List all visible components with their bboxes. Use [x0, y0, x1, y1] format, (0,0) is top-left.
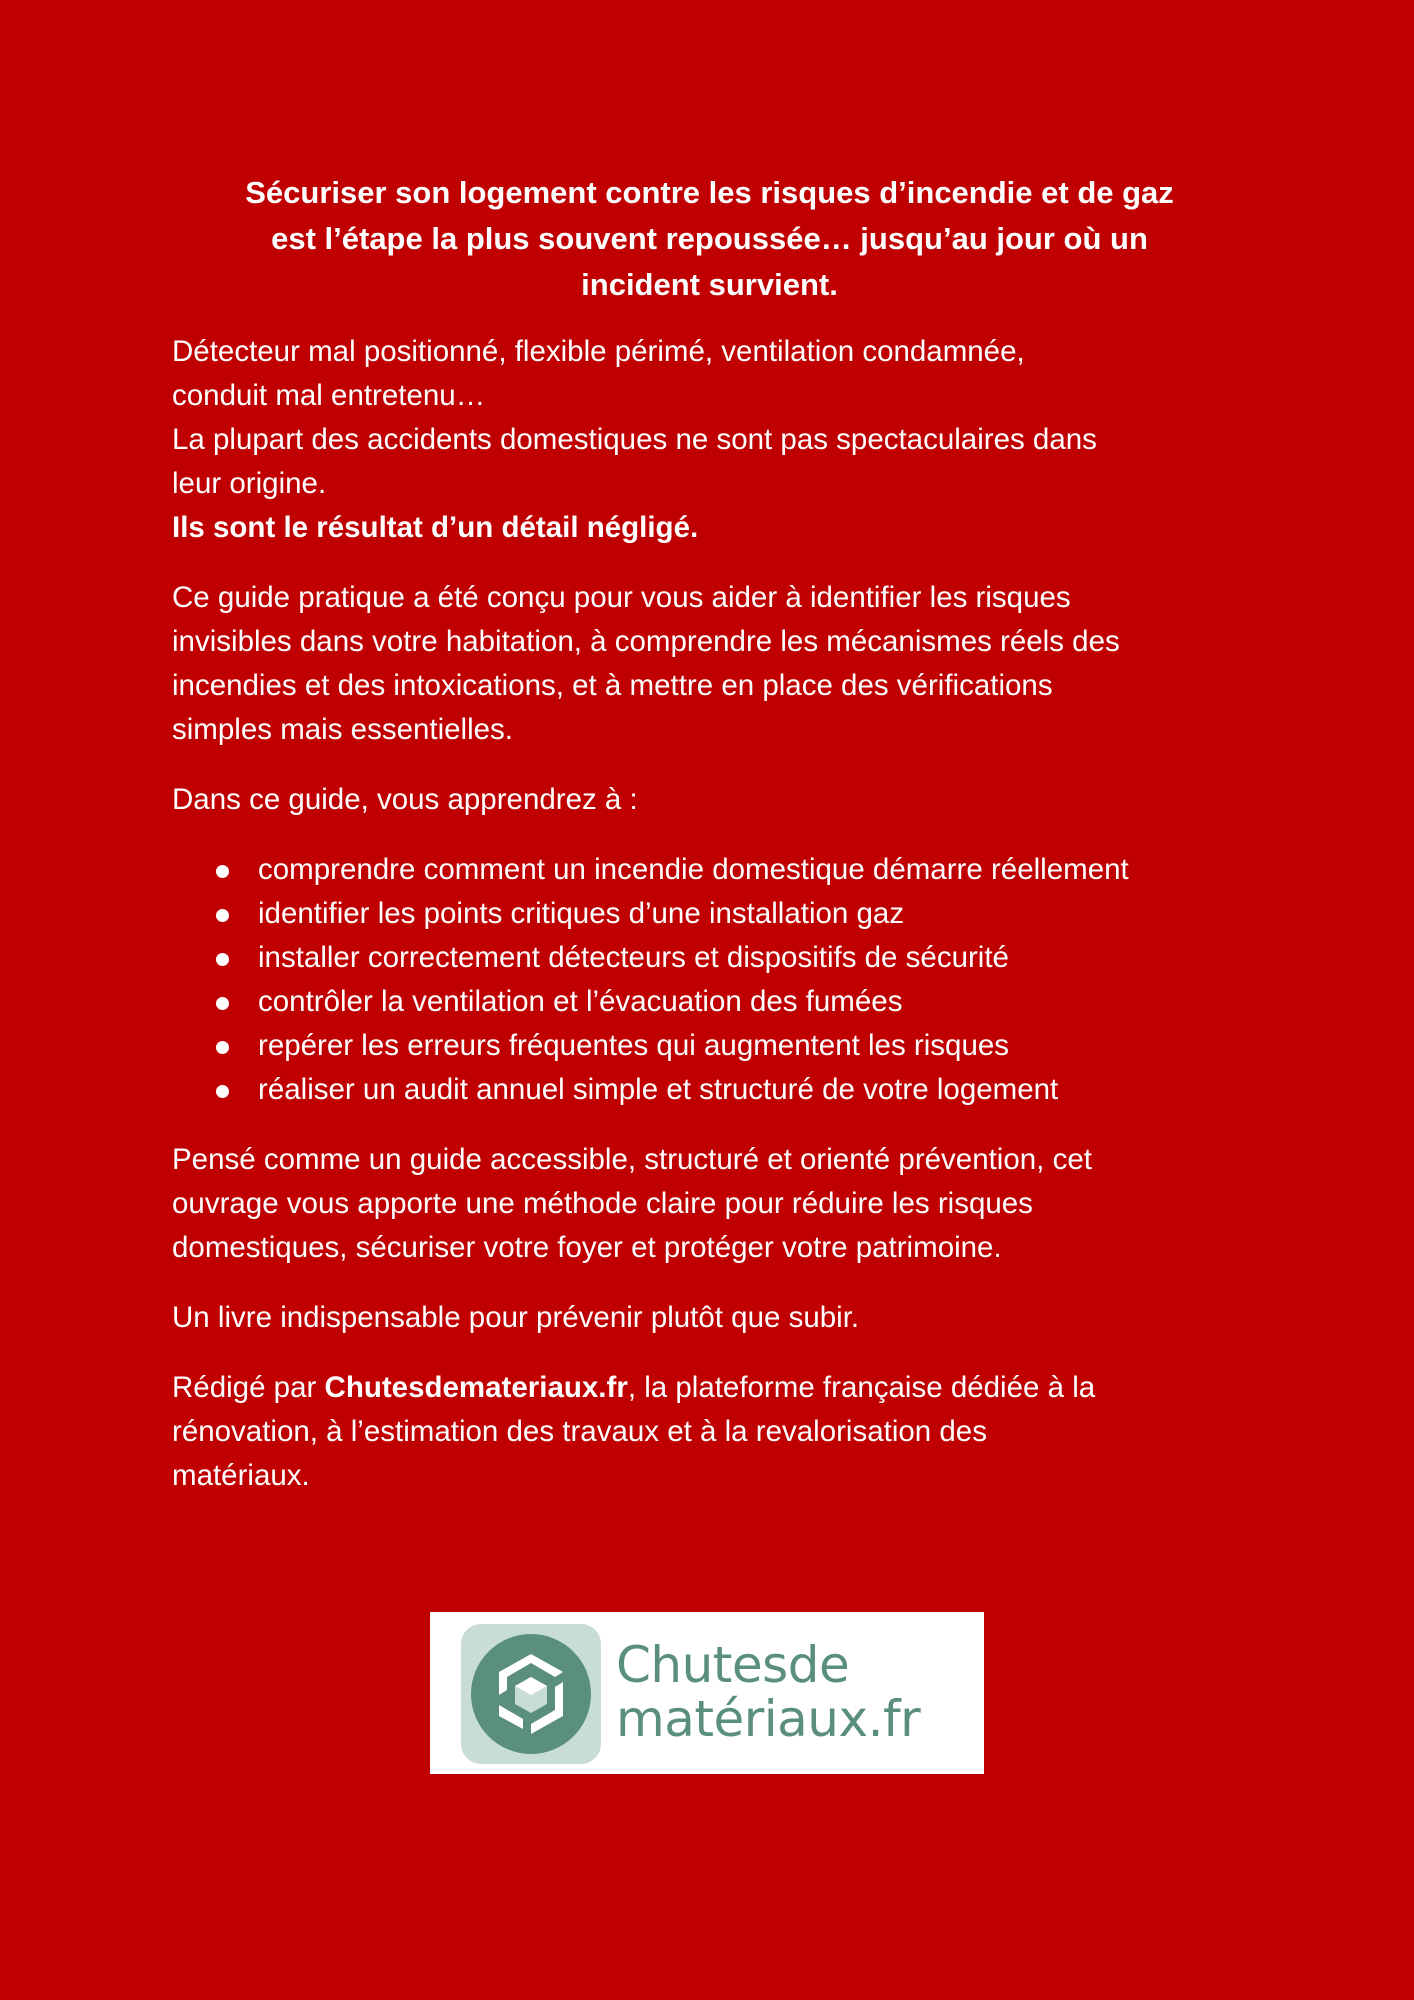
list-item: réaliser un audit annuel simple et structuré de votre logement	[216, 1068, 1247, 1112]
author-paragraph	[172, 1366, 1247, 1498]
headline	[172, 170, 1247, 308]
summary-line: Pensé comme un guide accessible, structuré et orienté prévention, cet	[172, 1143, 1092, 1176]
logo-line: Chutesde	[616, 1636, 850, 1694]
purpose-line: Ce guide pratique a été conçu pour vous aider à identifier les risques	[172, 581, 1071, 614]
author-line: matériaux.	[172, 1459, 310, 1492]
list-item: installer correctement détecteurs et dispositifs de sécurité	[216, 936, 1247, 980]
purpose-line: invisibles dans votre habitation, à comprendre les mécanismes réels des	[172, 625, 1120, 658]
tagline: Un livre indispensable pour prévenir plutôt que subir.	[172, 1301, 860, 1334]
intro-emphasis: Ils sont le résultat d’un détail négligé.	[172, 511, 699, 544]
summary-paragraph	[172, 1138, 1247, 1270]
purpose-paragraph	[172, 576, 1247, 752]
list-item: identifier les points critiques d’une installation gaz	[216, 892, 1247, 936]
summary-line: domestiques, sécuriser votre foyer et protéger votre patrimoine.	[172, 1231, 1002, 1264]
intro-line: conduit mal entretenu…	[172, 379, 486, 412]
list-item: contrôler la ventilation et l’évacuation des fumées	[216, 980, 1247, 1024]
recycle-cube-icon	[461, 1624, 601, 1764]
logo-line: matériaux.fr	[616, 1690, 921, 1748]
back-cover-text	[172, 170, 1247, 1524]
publisher-logo	[430, 1612, 984, 1774]
author-name: Chutesdemateriaux.fr	[324, 1371, 628, 1404]
headline-line: incident survient.	[581, 267, 838, 302]
learning-list	[172, 848, 1247, 1112]
headline-line: est l’étape la plus souvent repoussée… jusqu’au jour où un	[271, 221, 1148, 256]
list-item: repérer les erreurs fréquentes qui augmentent les risques	[216, 1024, 1247, 1068]
learn-intro: Dans ce guide, vous apprendrez à :	[172, 783, 638, 816]
author-line: rénovation, à l’estimation des travaux et à la revalorisation des	[172, 1415, 987, 1448]
author-suffix: , la plateforme française dédiée à la	[627, 1371, 1096, 1404]
intro-line: leur origine.	[172, 467, 327, 500]
summary-line: ouvrage vous apporte une méthode claire pour réduire les risques	[172, 1187, 1033, 1220]
author-prefix: Rédigé par	[172, 1371, 325, 1404]
logo-wordmark	[616, 1638, 920, 1746]
intro-paragraph	[172, 330, 1247, 550]
author-line	[172, 1366, 1247, 1410]
intro-line: Détecteur mal positionné, flexible périmé, ventilation condamnée,	[172, 335, 1025, 368]
list-item: comprendre comment un incendie domestique démarre réellement	[216, 848, 1247, 892]
purpose-line: simples mais essentielles.	[172, 713, 514, 746]
headline-line: Sécuriser son logement contre les risques d’incendie et de gaz	[245, 175, 1174, 210]
purpose-line: incendies et des intoxications, et à mettre en place des vérifications	[172, 669, 1053, 702]
intro-line: La plupart des accidents domestiques ne sont pas spectaculaires dans	[172, 423, 1097, 456]
